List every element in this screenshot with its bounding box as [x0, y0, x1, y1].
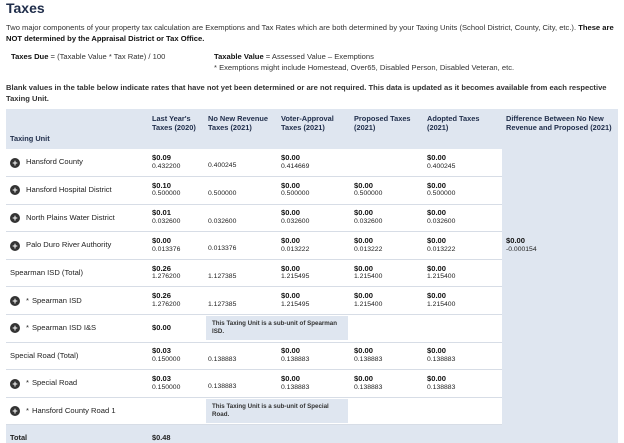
no-new-revenue-rate: 0.013376	[208, 245, 237, 253]
difference-cell	[502, 204, 618, 232]
blank-values-note: Blank values in the table below indicate rates that have not yet been determined or are not required. This data is updated as it becomes available from each respective Taxing Unit.	[6, 83, 607, 103]
last-year-amount: $0.03	[152, 374, 172, 384]
table-row-sub-unit	[6, 315, 618, 343]
table-row	[6, 149, 618, 177]
taxing-unit-cell[interactable]	[10, 185, 144, 195]
difference-cell	[502, 397, 618, 425]
sub-unit-marker: *	[26, 323, 29, 333]
adopted-rate: 1.215400	[427, 300, 456, 308]
last-year-rate: 1.276200	[152, 300, 181, 308]
expand-plus-icon[interactable]: +	[10, 185, 20, 195]
page-title: Taxes	[6, 0, 45, 16]
last-year-amount: $0.10	[152, 180, 172, 190]
proposed-rate: 0.138883	[354, 383, 383, 391]
adopted-rate: 0.400245	[427, 162, 456, 170]
table-row-total-group	[6, 342, 618, 370]
adopted-rate: 1.215400	[427, 273, 456, 281]
voter-approval-amount: $0.00	[281, 236, 301, 246]
difference-cell	[502, 315, 618, 343]
no-new-revenue-rate: 0.138883	[208, 355, 237, 363]
voter-approval-rate: 1.215495	[281, 273, 310, 281]
adopted-amount: $0.00	[427, 374, 447, 384]
voter-approval-rate: 0.032600	[281, 217, 310, 225]
difference-cell	[502, 259, 618, 287]
last-year-rate: 0.032600	[152, 217, 181, 225]
difference-cell	[502, 232, 618, 260]
table-row	[6, 204, 618, 232]
table-row-sub-unit	[6, 370, 618, 398]
sub-unit-marker: *	[26, 295, 29, 305]
tax-rates-table	[6, 109, 618, 443]
expand-plus-icon[interactable]: +	[10, 323, 20, 333]
taxing-unit-cell	[10, 269, 144, 278]
adopted-rate: 0.138883	[427, 383, 456, 391]
header-difference: Difference Between No New Revenue and Proposed (2021)	[502, 109, 618, 149]
taxing-unit-name: Spearman ISD (Total)	[10, 267, 84, 277]
header-proposed: Proposed Taxes (2021)	[350, 109, 423, 149]
proposed-amount: $0.00	[354, 180, 374, 190]
proposed-rate: 1.215400	[354, 273, 383, 281]
voter-approval-rate: 1.215495	[281, 300, 310, 308]
no-new-revenue-rate: 0.032600	[208, 217, 237, 225]
voter-approval-amount: $0.00	[281, 374, 301, 384]
no-new-revenue-rate: 1.127385	[208, 300, 237, 308]
last-year-rate: 0.500000	[152, 190, 181, 198]
last-year-amount: $0.09	[152, 153, 172, 163]
taxing-unit-name: Special Road	[31, 378, 78, 388]
taxing-unit-cell[interactable]	[10, 379, 144, 389]
header-voter-approval: Voter-Approval Taxes (2021)	[277, 109, 350, 149]
last-year-amount: $0.01	[152, 208, 172, 218]
header-last-year: Last Year's Taxes (2020)	[148, 109, 204, 149]
taxing-unit-cell[interactable]	[10, 158, 144, 168]
adopted-amount: $0.00	[427, 153, 447, 163]
taxing-unit-name: Hansford County Road 1	[31, 405, 116, 415]
difference-cell	[502, 149, 618, 177]
voter-approval-amount: $0.00	[281, 346, 301, 356]
taxing-unit-name: Spearman ISD	[31, 295, 82, 305]
table-row-total-group	[6, 259, 618, 287]
adopted-amount: $0.00	[427, 263, 447, 273]
sub-unit-marker: *	[26, 405, 29, 415]
expand-plus-icon[interactable]: +	[10, 158, 20, 168]
expand-plus-icon[interactable]: +	[10, 241, 20, 251]
proposed-rate: 0.032600	[354, 217, 383, 225]
expand-plus-icon[interactable]: +	[10, 379, 20, 389]
voter-approval-rate: 0.138883	[281, 355, 310, 363]
proposed-rate: 0.138883	[354, 355, 383, 363]
taxing-unit-name: Hansford County	[26, 157, 83, 167]
adopted-amount: $0.00	[427, 346, 447, 356]
proposed-amount: $0.00	[354, 208, 374, 218]
difference-cell	[502, 370, 618, 398]
adopted-amount: $0.00	[427, 208, 447, 218]
taxing-unit-name: North Plains Water District	[26, 212, 115, 222]
difference-cell	[502, 287, 618, 315]
no-new-revenue-rate: 0.138883	[208, 383, 237, 391]
no-new-revenue-rate: 0.400245	[208, 162, 237, 170]
intro-bold-text: These are NOT determined by the Appraisal District or Tax Office.	[6, 23, 614, 43]
taxing-unit-cell[interactable]	[10, 241, 144, 251]
voter-approval-amount: $0.00	[281, 180, 301, 190]
taxing-unit-name: Palo Duro River Authority	[26, 240, 112, 250]
voter-approval-rate: 0.138883	[281, 383, 310, 391]
voter-approval-rate: 0.013222	[281, 245, 310, 253]
taxes-due-formula	[11, 51, 165, 62]
difference-cell	[502, 342, 618, 370]
last-year-rate: 0.150000	[152, 355, 181, 363]
last-year-amount: $0.26	[152, 263, 172, 273]
last-year-rate: 0.013376	[152, 245, 181, 253]
taxes-due-label: Taxes Due	[11, 52, 49, 61]
expand-plus-icon[interactable]: +	[10, 213, 20, 223]
sub-unit-note: This Taxing Unit is a sub-unit of Spearman ISD.	[206, 316, 348, 340]
proposed-rate: 1.215400	[354, 300, 383, 308]
last-year-rate: 1.276200	[152, 273, 181, 281]
sub-unit-note: This Taxing Unit is a sub-unit of Special Road.	[206, 399, 348, 423]
proposed-rate: 0.500000	[354, 190, 383, 198]
difference-rate: -0.000154	[506, 245, 537, 253]
taxing-unit-name: Special Road (Total)	[10, 350, 79, 360]
adopted-rate: 0.032600	[427, 217, 456, 225]
voter-approval-rate: 0.414669	[281, 162, 310, 170]
table-total-row	[6, 425, 618, 443]
taxing-unit-cell[interactable]	[10, 296, 144, 306]
taxing-unit-name: Hansford Hospital District	[26, 185, 112, 195]
taxable-value-formula	[214, 51, 514, 73]
no-new-revenue-rate: 1.127385	[208, 272, 237, 280]
taxable-value-label: Taxable Value	[214, 52, 264, 61]
voter-approval-rate: 0.500000	[281, 190, 310, 198]
last-year-rate: 0.432200	[152, 162, 181, 170]
table-row	[6, 232, 618, 260]
adopted-rate: 0.013222	[427, 245, 456, 253]
taxing-unit-cell	[10, 352, 144, 361]
taxable-value-formula-text: = Assessed Value – Exemptions	[263, 52, 374, 61]
last-year-amount: $0.03	[152, 346, 172, 356]
adopted-rate: 0.138883	[427, 355, 456, 363]
table-row-sub-unit	[6, 287, 618, 315]
adopted-amount: $0.00	[427, 180, 447, 190]
expand-plus-icon[interactable]: +	[10, 406, 20, 416]
exemptions-note: * Exemptions might include Homestead, Over65, Disabled Person, Disabled Veteran, etc.	[214, 63, 515, 72]
expand-plus-icon[interactable]: +	[10, 296, 20, 306]
taxing-unit-cell[interactable]	[10, 323, 144, 333]
proposed-amount: $0.00	[354, 263, 374, 273]
header-adopted: Adopted Taxes (2021)	[423, 109, 502, 149]
adopted-rate: 0.500000	[427, 190, 456, 198]
taxes-due-formula-text: = (Taxable Value * Tax Rate) / 100	[48, 52, 166, 61]
intro-text: Two major components of your property tax calculation are Exemptions and Tax Rates which are both determined by your Taxing Units (School District, County, City, etc.).	[6, 23, 577, 32]
voter-approval-amount: $0.00	[281, 208, 301, 218]
voter-approval-amount: $0.00	[281, 291, 301, 301]
proposed-amount: $0.00	[354, 236, 374, 246]
last-year-amount: $0.00	[152, 323, 172, 333]
intro-paragraph	[6, 22, 616, 44]
last-year-amount: $0.26	[152, 291, 172, 301]
proposed-amount: $0.00	[354, 374, 374, 384]
voter-approval-amount: $0.00	[281, 263, 301, 273]
taxing-unit-cell[interactable]	[10, 213, 144, 223]
proposed-amount: $0.00	[354, 291, 374, 301]
total-label: Total	[6, 425, 148, 443]
last-year-amount: $0.00	[152, 236, 172, 246]
no-new-revenue-rate: 0.500000	[208, 190, 237, 198]
total-value: $0.48	[148, 425, 204, 443]
proposed-amount: $0.00	[354, 346, 374, 356]
table-row	[6, 177, 618, 205]
table-row-sub-unit	[6, 397, 618, 425]
adopted-amount: $0.00	[427, 291, 447, 301]
sub-unit-marker: *	[26, 378, 29, 388]
taxing-unit-cell[interactable]	[10, 406, 144, 416]
taxing-unit-name: Spearman ISD I&S	[31, 323, 97, 333]
difference-amount: $0.00	[506, 236, 526, 246]
header-taxing-unit: Taxing Unit	[6, 109, 148, 149]
difference-cell	[502, 177, 618, 205]
voter-approval-amount: $0.00	[281, 153, 301, 163]
adopted-amount: $0.00	[427, 236, 447, 246]
last-year-rate: 0.150000	[152, 383, 181, 391]
proposed-rate: 0.013222	[354, 245, 383, 253]
table-header-row	[6, 109, 618, 149]
header-no-new-revenue: No New Revenue Taxes (2021)	[204, 109, 277, 149]
